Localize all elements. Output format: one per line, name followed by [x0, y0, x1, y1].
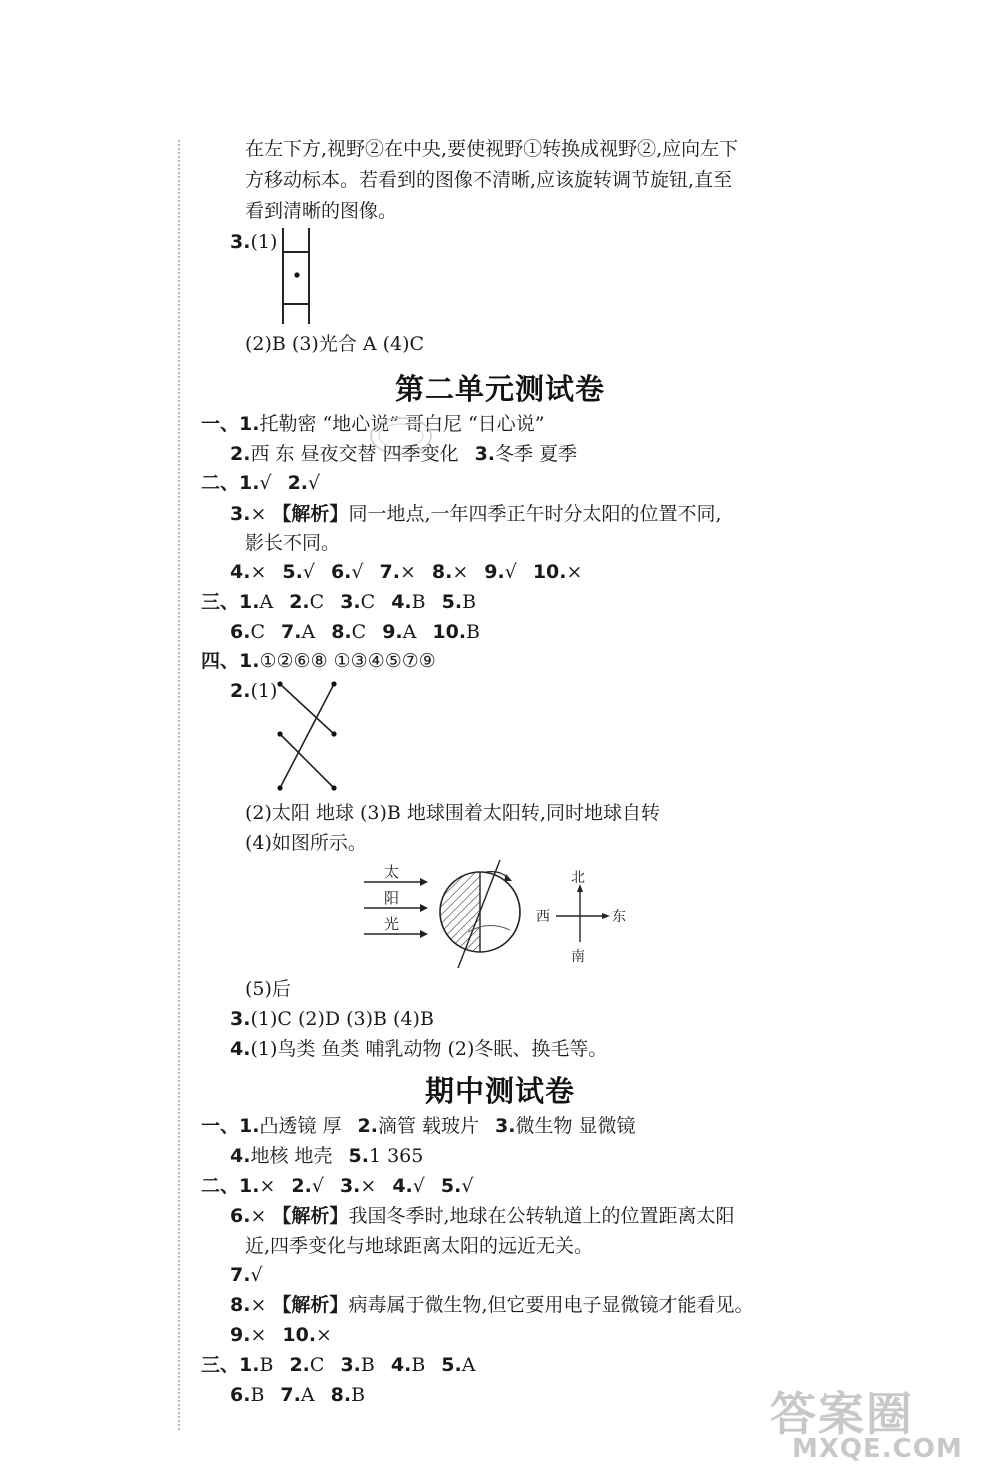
- item-answer: B: [250, 1384, 265, 1406]
- item-answer: √: [504, 561, 517, 583]
- item-text: (1)鸟类 鱼类 哺乳动物 (2)冬眠、换毛等。: [250, 1038, 608, 1060]
- item-answer: A: [461, 1354, 476, 1376]
- item-answer: ×: [452, 561, 469, 583]
- margin-guide-line: [178, 140, 180, 1430]
- item-answer: ×: [250, 1324, 267, 1346]
- item-num: 8.: [230, 1294, 251, 1316]
- slide-figure: [276, 226, 316, 326]
- watermark-logo: 答案圈: [770, 1387, 914, 1441]
- item-text: 微生物 显微镜: [515, 1115, 636, 1137]
- unit2-s2-line3: [230, 559, 582, 585]
- item-num: 4.: [390, 1354, 412, 1376]
- analysis-tag: 【解析】: [272, 503, 349, 525]
- q3-top-rest: (2)B (3)光合 A (4)C: [245, 333, 425, 355]
- item-num: 5.: [441, 1354, 462, 1376]
- item-answer: B: [462, 591, 477, 613]
- item-num: 1.: [239, 1115, 260, 1137]
- unit2-s1-line2: [230, 441, 577, 467]
- item-answer: C: [309, 1354, 325, 1376]
- item-num: 3.: [474, 443, 496, 465]
- item-answer: ×: [250, 561, 267, 583]
- item-num: 9.: [484, 561, 505, 583]
- item-num: 4.: [230, 1145, 251, 1167]
- item-num: 2.: [291, 1175, 312, 1197]
- midterm-s2-line1: [201, 1173, 473, 1199]
- item-num: 6.: [330, 561, 352, 583]
- item-num: 6.: [230, 621, 251, 643]
- item-answer: ×: [566, 561, 583, 583]
- sun-char-3: 光: [384, 915, 400, 933]
- analysis-text: 同一地点,一年四季正午时分太阳的位置不同,: [348, 503, 722, 525]
- midterm-s2-line5: [230, 1322, 332, 1348]
- item-num: 8.: [331, 621, 352, 643]
- item-num: 6.: [230, 1205, 251, 1227]
- item-answer: ×: [316, 1324, 332, 1346]
- item-answer: B: [411, 1354, 426, 1376]
- unit2-s3-line1: [201, 589, 476, 615]
- analysis-tag: 【解析】: [272, 1294, 349, 1316]
- item-answer: ×: [259, 1175, 276, 1197]
- unit2-s4-q2-5: (5)后: [245, 978, 291, 1000]
- item-answer: A: [402, 621, 417, 643]
- section-marker: 一、: [201, 413, 240, 435]
- sun-char-2: 阳: [384, 889, 400, 907]
- item-answer: ×: [250, 1294, 267, 1316]
- item-answer: A: [301, 621, 316, 643]
- item-text: 凸透镜 厚: [259, 1115, 342, 1137]
- item-answer: B: [351, 1384, 366, 1406]
- item-num: 2.: [287, 472, 309, 494]
- item-num: 2.: [289, 1354, 310, 1376]
- item-num: 4.: [230, 561, 251, 583]
- item-num: 10.: [432, 621, 467, 643]
- item-num: 5.: [282, 561, 303, 583]
- midterm-title: 期中测试卷: [424, 1074, 575, 1108]
- item-num: 3.: [340, 591, 361, 613]
- compass-east: 东: [612, 909, 626, 925]
- q3-top-line: [230, 229, 277, 255]
- connect-lines-figure: [270, 676, 350, 796]
- item-num: 8.: [330, 1384, 352, 1406]
- item-answer: ×: [399, 561, 416, 583]
- analysis-text: 我国冬季时,地球在公转轨道上的位置距离太阳: [348, 1205, 735, 1227]
- item-num: 3.: [495, 1115, 516, 1137]
- item-answer: √: [302, 561, 315, 583]
- unit2-s2-line1: [201, 470, 320, 496]
- unit2-s2-q3: [230, 501, 722, 527]
- item-answer: √: [351, 561, 364, 583]
- item-answer: A: [300, 1384, 315, 1406]
- item-answer: ×: [250, 503, 267, 525]
- q3-top-label: (1): [250, 231, 278, 253]
- item-answer: B: [411, 591, 426, 613]
- item-label: (1): [250, 680, 278, 702]
- unit2-s4-q2-4: (4)如图所示。: [245, 832, 367, 854]
- compass-south: 南: [571, 949, 585, 965]
- sun-earth-diagram: [360, 860, 640, 972]
- item-answer: ×: [360, 1175, 377, 1197]
- section-marker: 一、: [201, 1115, 240, 1137]
- section-marker: 二、: [201, 1175, 240, 1197]
- item-answer: √: [250, 1264, 263, 1286]
- item-num: 8.: [431, 561, 453, 583]
- compass-west: 西: [536, 909, 550, 925]
- unit2-s4-q1: [201, 648, 436, 674]
- analysis-text: 病毒属于微生物,但它要用电子显微镜才能看见。: [348, 1294, 754, 1316]
- compass-north: 北: [571, 870, 585, 886]
- item-num: 5.: [440, 1175, 462, 1197]
- item-num: 4.: [392, 1175, 413, 1197]
- item-num: 7.: [230, 1264, 251, 1286]
- item-text: 1 365: [368, 1145, 424, 1167]
- section-marker: 二、: [201, 472, 240, 494]
- item-num: 1.: [239, 1175, 260, 1197]
- item-answer: C: [250, 621, 265, 643]
- item-num: 2.: [357, 1115, 378, 1137]
- midterm-s3-line1: [201, 1352, 475, 1378]
- item-answer: √: [308, 472, 321, 494]
- item-num: 7.: [280, 1384, 301, 1406]
- item-num: 9.: [230, 1324, 251, 1346]
- item-num: 3.: [339, 1175, 361, 1197]
- item-num: 5.: [348, 1145, 369, 1167]
- item-num: 2.: [289, 591, 310, 613]
- unit2-s4-q3: [230, 1006, 434, 1032]
- unit2-s4-q2-2: (2)太阳 地球 (3)B 地球围着太阳转,同时地球自转: [245, 802, 660, 824]
- q3-top-num: 3.: [230, 231, 251, 253]
- item-text: (1)C (2)D (3)B (4)B: [250, 1008, 434, 1030]
- midterm-s1-line2: [230, 1143, 423, 1169]
- item-num: 3.: [230, 503, 251, 525]
- intro-line-2: 方移动标本。若看到的图像不清晰,应该旋转调节旋钮,直至: [245, 169, 733, 191]
- item-text: 地核 地壳: [250, 1145, 333, 1167]
- analysis-tag: 【解析】: [272, 1205, 349, 1227]
- item-num: 1.: [239, 413, 260, 435]
- item-answer: C: [309, 591, 325, 613]
- item-answer: B: [466, 621, 481, 643]
- item-num: 4.: [391, 591, 412, 613]
- item-num: 4.: [230, 1038, 251, 1060]
- unit2-s2-q3-cont: 影长不同。: [245, 532, 341, 554]
- midterm-s2-q6: [230, 1203, 734, 1229]
- item-text: 冬季 夏季: [495, 443, 578, 465]
- unit2-title: 第二单元测试卷: [394, 372, 605, 406]
- item-num: 2.: [230, 680, 251, 702]
- item-num: 2.: [230, 443, 251, 465]
- watermark-site: MXQE.COM: [792, 1434, 963, 1464]
- item-num: 7.: [379, 561, 400, 583]
- item-num: 7.: [281, 621, 302, 643]
- item-answer: B: [259, 1354, 274, 1376]
- midterm-s2-q8: [230, 1292, 753, 1318]
- item-num: 5.: [441, 591, 463, 613]
- item-text: 托勒密 “地心说” 哥白尼 “日心说”: [259, 413, 545, 435]
- item-answer: C: [360, 591, 376, 613]
- midterm-s2-q6-cont: 近,四季变化与地球距离太阳的远近无关。: [245, 1235, 594, 1257]
- item-answer: √: [461, 1175, 474, 1197]
- section-marker: 三、: [201, 1354, 240, 1376]
- unit2-s4-q4: [230, 1036, 607, 1062]
- item-answer: A: [259, 591, 274, 613]
- intro-line-3: 看到清晰的图像。: [245, 200, 398, 222]
- midterm-s1-line1: [201, 1113, 636, 1139]
- item-answer: √: [311, 1175, 324, 1197]
- item-num: 1.: [239, 1354, 260, 1376]
- item-answer: ×: [250, 1205, 267, 1227]
- item-num: 3.: [340, 1354, 361, 1376]
- item-text: 西 东 昼夜交替 四季变化: [250, 443, 459, 465]
- item-answer: √: [259, 472, 272, 494]
- item-num: 10.: [532, 561, 567, 583]
- item-num: 6.: [230, 1384, 251, 1406]
- unit2-s3-line2: [230, 619, 480, 645]
- item-num: 1.: [239, 650, 260, 672]
- item-text: ①②⑥⑧ ①③④⑤⑦⑨: [259, 650, 436, 672]
- item-text: 滴管 载玻片: [377, 1115, 480, 1137]
- item-num: 3.: [230, 1008, 251, 1030]
- item-num: 1.: [239, 591, 260, 613]
- midterm-s2-q7: [230, 1262, 263, 1288]
- item-num: 1.: [239, 472, 260, 494]
- item-answer: √: [412, 1175, 425, 1197]
- midterm-s3-line2: [230, 1382, 365, 1408]
- item-num: 10.: [282, 1324, 317, 1346]
- section-marker: 四、: [201, 650, 240, 672]
- item-answer: B: [360, 1354, 375, 1376]
- item-num: 9.: [382, 621, 403, 643]
- sun-char-1: 太: [384, 863, 400, 881]
- intro-line-1: 在左下方,视野②在中央,要使视野①转换成视野②,应向左下: [245, 138, 739, 160]
- section-marker: 三、: [201, 591, 240, 613]
- item-answer: C: [351, 621, 367, 643]
